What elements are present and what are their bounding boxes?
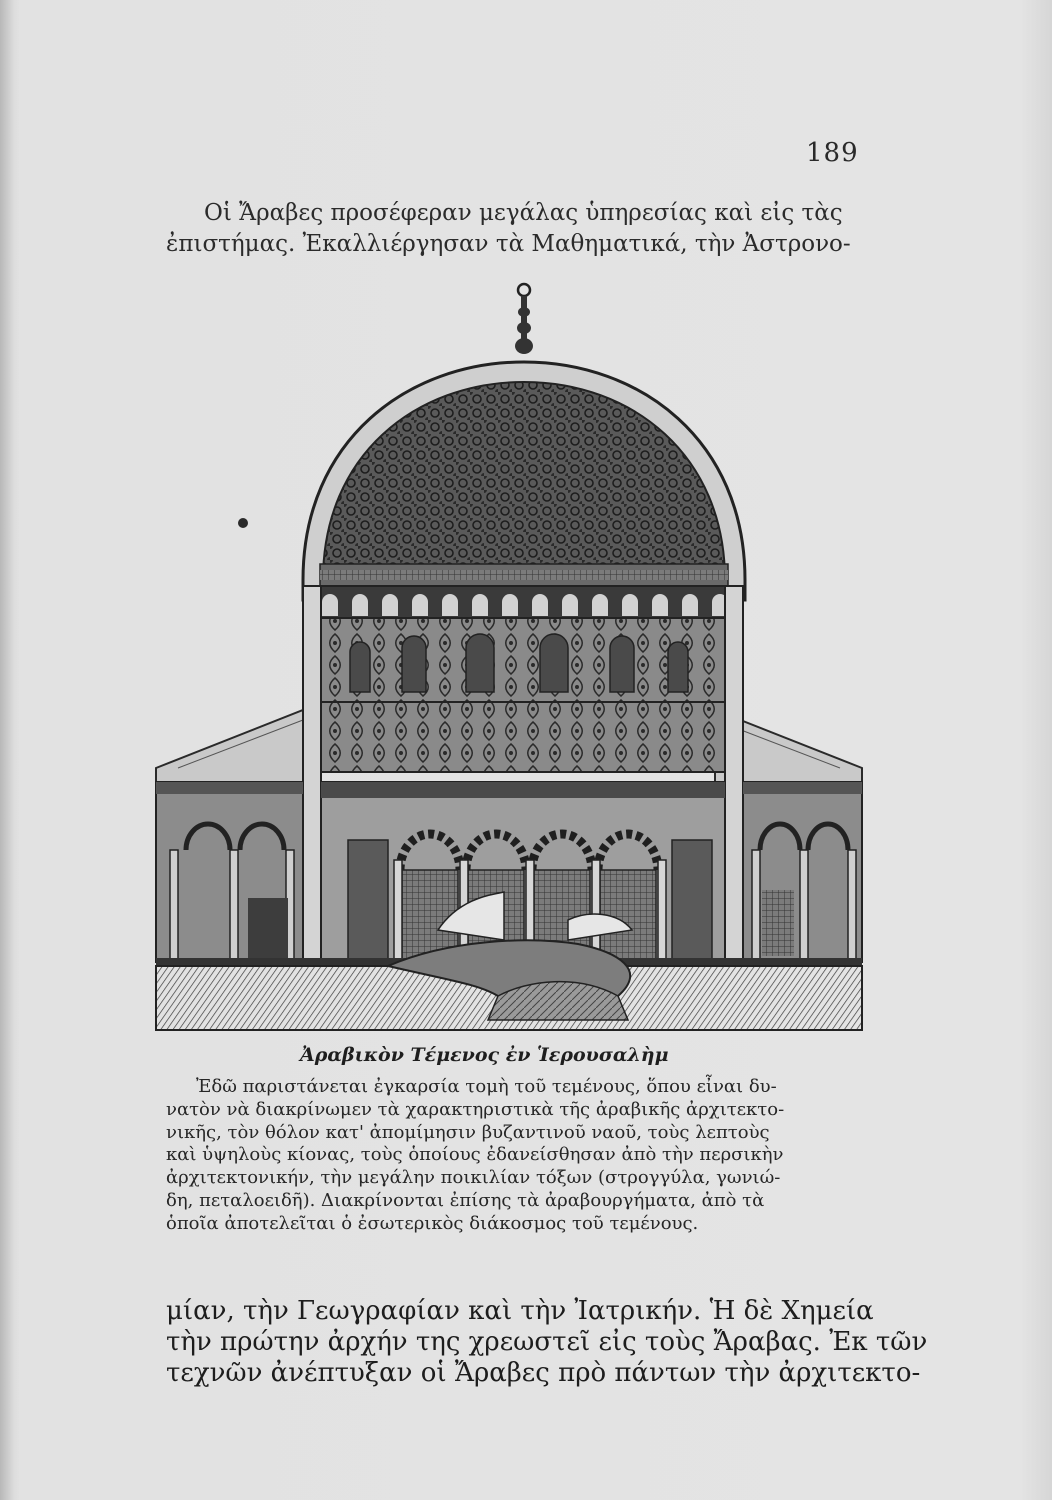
page-number: 189 [806,138,859,168]
text-line: ἐπιστήμας. Ἐκαλλιέργησαν τὰ Μαθηματικά, τὴν Ἀστρονο- [166,231,851,257]
text-line: Οἱ Ἄραβες προσέφεραν μεγάλας ὑπηρεσίας καὶ εἰς τὰς [204,200,843,226]
mosque-cross-section-illustration [148,280,870,1032]
caption-line: καὶ ὑψηλοὺς κίονας, τοὺς ὁποίους ἐδανείσθησαν ἀπὸ τὴν περσικὴν [166,1144,784,1166]
paragraph-top [166,198,878,260]
text-line: τεχνῶν ἀνέπτυξαν οἱ Ἄραβες πρὸ πάντων τὴν ἀρχιτεκτο- [166,1358,921,1388]
caption-line: νατὸν νὰ διακρίνωμεν τὰ χαρακτηριστικὰ τῆς ἀραβικῆς ἀρχιτεκτο- [166,1098,785,1120]
dome [303,362,745,600]
text-line: μίαν, τὴν Γεωγραφίαν καὶ τὴν Ἰατρικήν. Ἡ δὲ Χημεία [166,1296,874,1326]
caption-line: ἀρχιτεκτονικήν, τὴν μεγάλην ποικιλίαν τόξων (στρογγύλα, γωνιώ- [166,1167,781,1189]
drum [308,586,738,772]
caption-line: δη, πεταλοειδῆ). Διακρίνονται ἐπίσης τὰ ἀραβουργήματα, ἀπὸ τὰ [166,1189,765,1211]
central-arcade [321,782,725,962]
paragraph-bottom [166,1296,928,1389]
dome-finial [515,284,533,354]
caption-line: ὁποῖα ἀποτελεῖται ὁ ἐσωτερικὸς διάκοσμος τοῦ τεμένους. [166,1212,699,1234]
caption-line: Ἐδῶ παριστάνεται ἐγκαρσία τομὴ τοῦ τεμένους, ὅπου εἶναι δυ- [196,1076,777,1097]
figure-caption-title: Ἀραβικὸν Τέμενος ἐν Ἱερουσαλὴμ [300,1044,669,1066]
caption-line: νικῆς, τὸν θόλον κατ' ἀπομίμησιν βυζαντινοῦ ναοῦ, τοὺς λεπτοὺς [166,1121,770,1143]
page-edge-shadow [0,0,14,1500]
text-line: τὴν πρώτην ἀρχήν της χρεωστεῖ εἰς τοὺς Ἄραβας. Ἐκ τῶν [166,1327,928,1357]
figure-caption [166,1076,878,1236]
